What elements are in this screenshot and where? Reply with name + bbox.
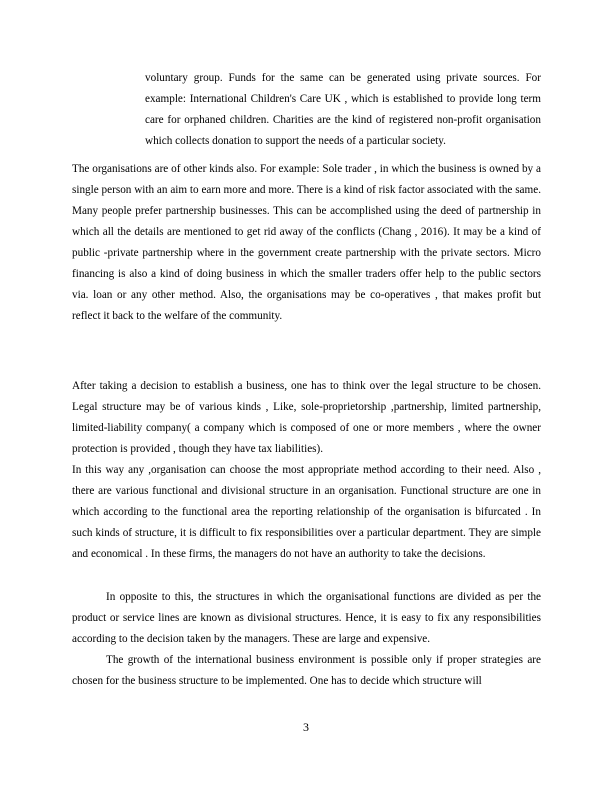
paragraph-organisation-kinds: The organisations are of other kinds also. For example: Sole trader , in which the business is owned by a single person with an aim to earn more and more. There is a kind of risk factor associated with the same. Many people prefer partnership businesses. This can be accomplished using the deed of partnership in which all the details are mentioned to get rid away of the conflicts (Chang , 2016). It may be a kind of public -private partnership where in the government create partnership with the private sectors. Micro financing is also a kind of doing business in which the smaller traders offer help to the public sectors via. loan or any other method. Also, the organisations may be co-operatives , that makes profit but reflect it back to the welfare of the community.: [72, 163, 541, 322]
paragraph-functional-structure: In this way any ,organisation can choose the most appropriate method according to their need. Also , there are various functional and divisional structure in an organisation. Functional structure are one in which according to the functional area the reporting relationship of the organisation is bifurcated . In such kinds of structure, it is difficult to fix responsibilities over a particular department. They are simple and economical . In these firms, the managers do not have an authority to take the decisions.: [72, 464, 541, 560]
paragraph-growth: The growth of the international business environment is possible only if proper strategies are chosen for the business structure to be implemented. One has to decide which structure will: [72, 654, 541, 687]
paragraph-divisional-structure: In opposite to this, the structures in which the organisational functions are divided as per the product or service lines are known as divisional structures. Hence, it is easy to fix any responsibilities according to the decision taken by the managers. These are large and expensive.: [72, 591, 541, 645]
page-number: 3: [303, 720, 309, 734]
paragraph-voluntary-group: voluntary group. Funds for the same can be generated using private sources. For example: International Children's Care UK , which is established to provide long term care for orphaned children. Charities are the kind of registered non-profit organisation which collects donation to support the needs of a particular society.: [145, 72, 541, 147]
paragraph-legal-structure: After taking a decision to establish a business, one has to think over the legal structure to be chosen. Legal structure may be of various kinds , Like, sole-proprietorship ,partnership, limited partnership, limited-liability company( a company which is composed of one or more members , where the owner protection is provided , though they have tax liabilities).: [72, 380, 541, 455]
